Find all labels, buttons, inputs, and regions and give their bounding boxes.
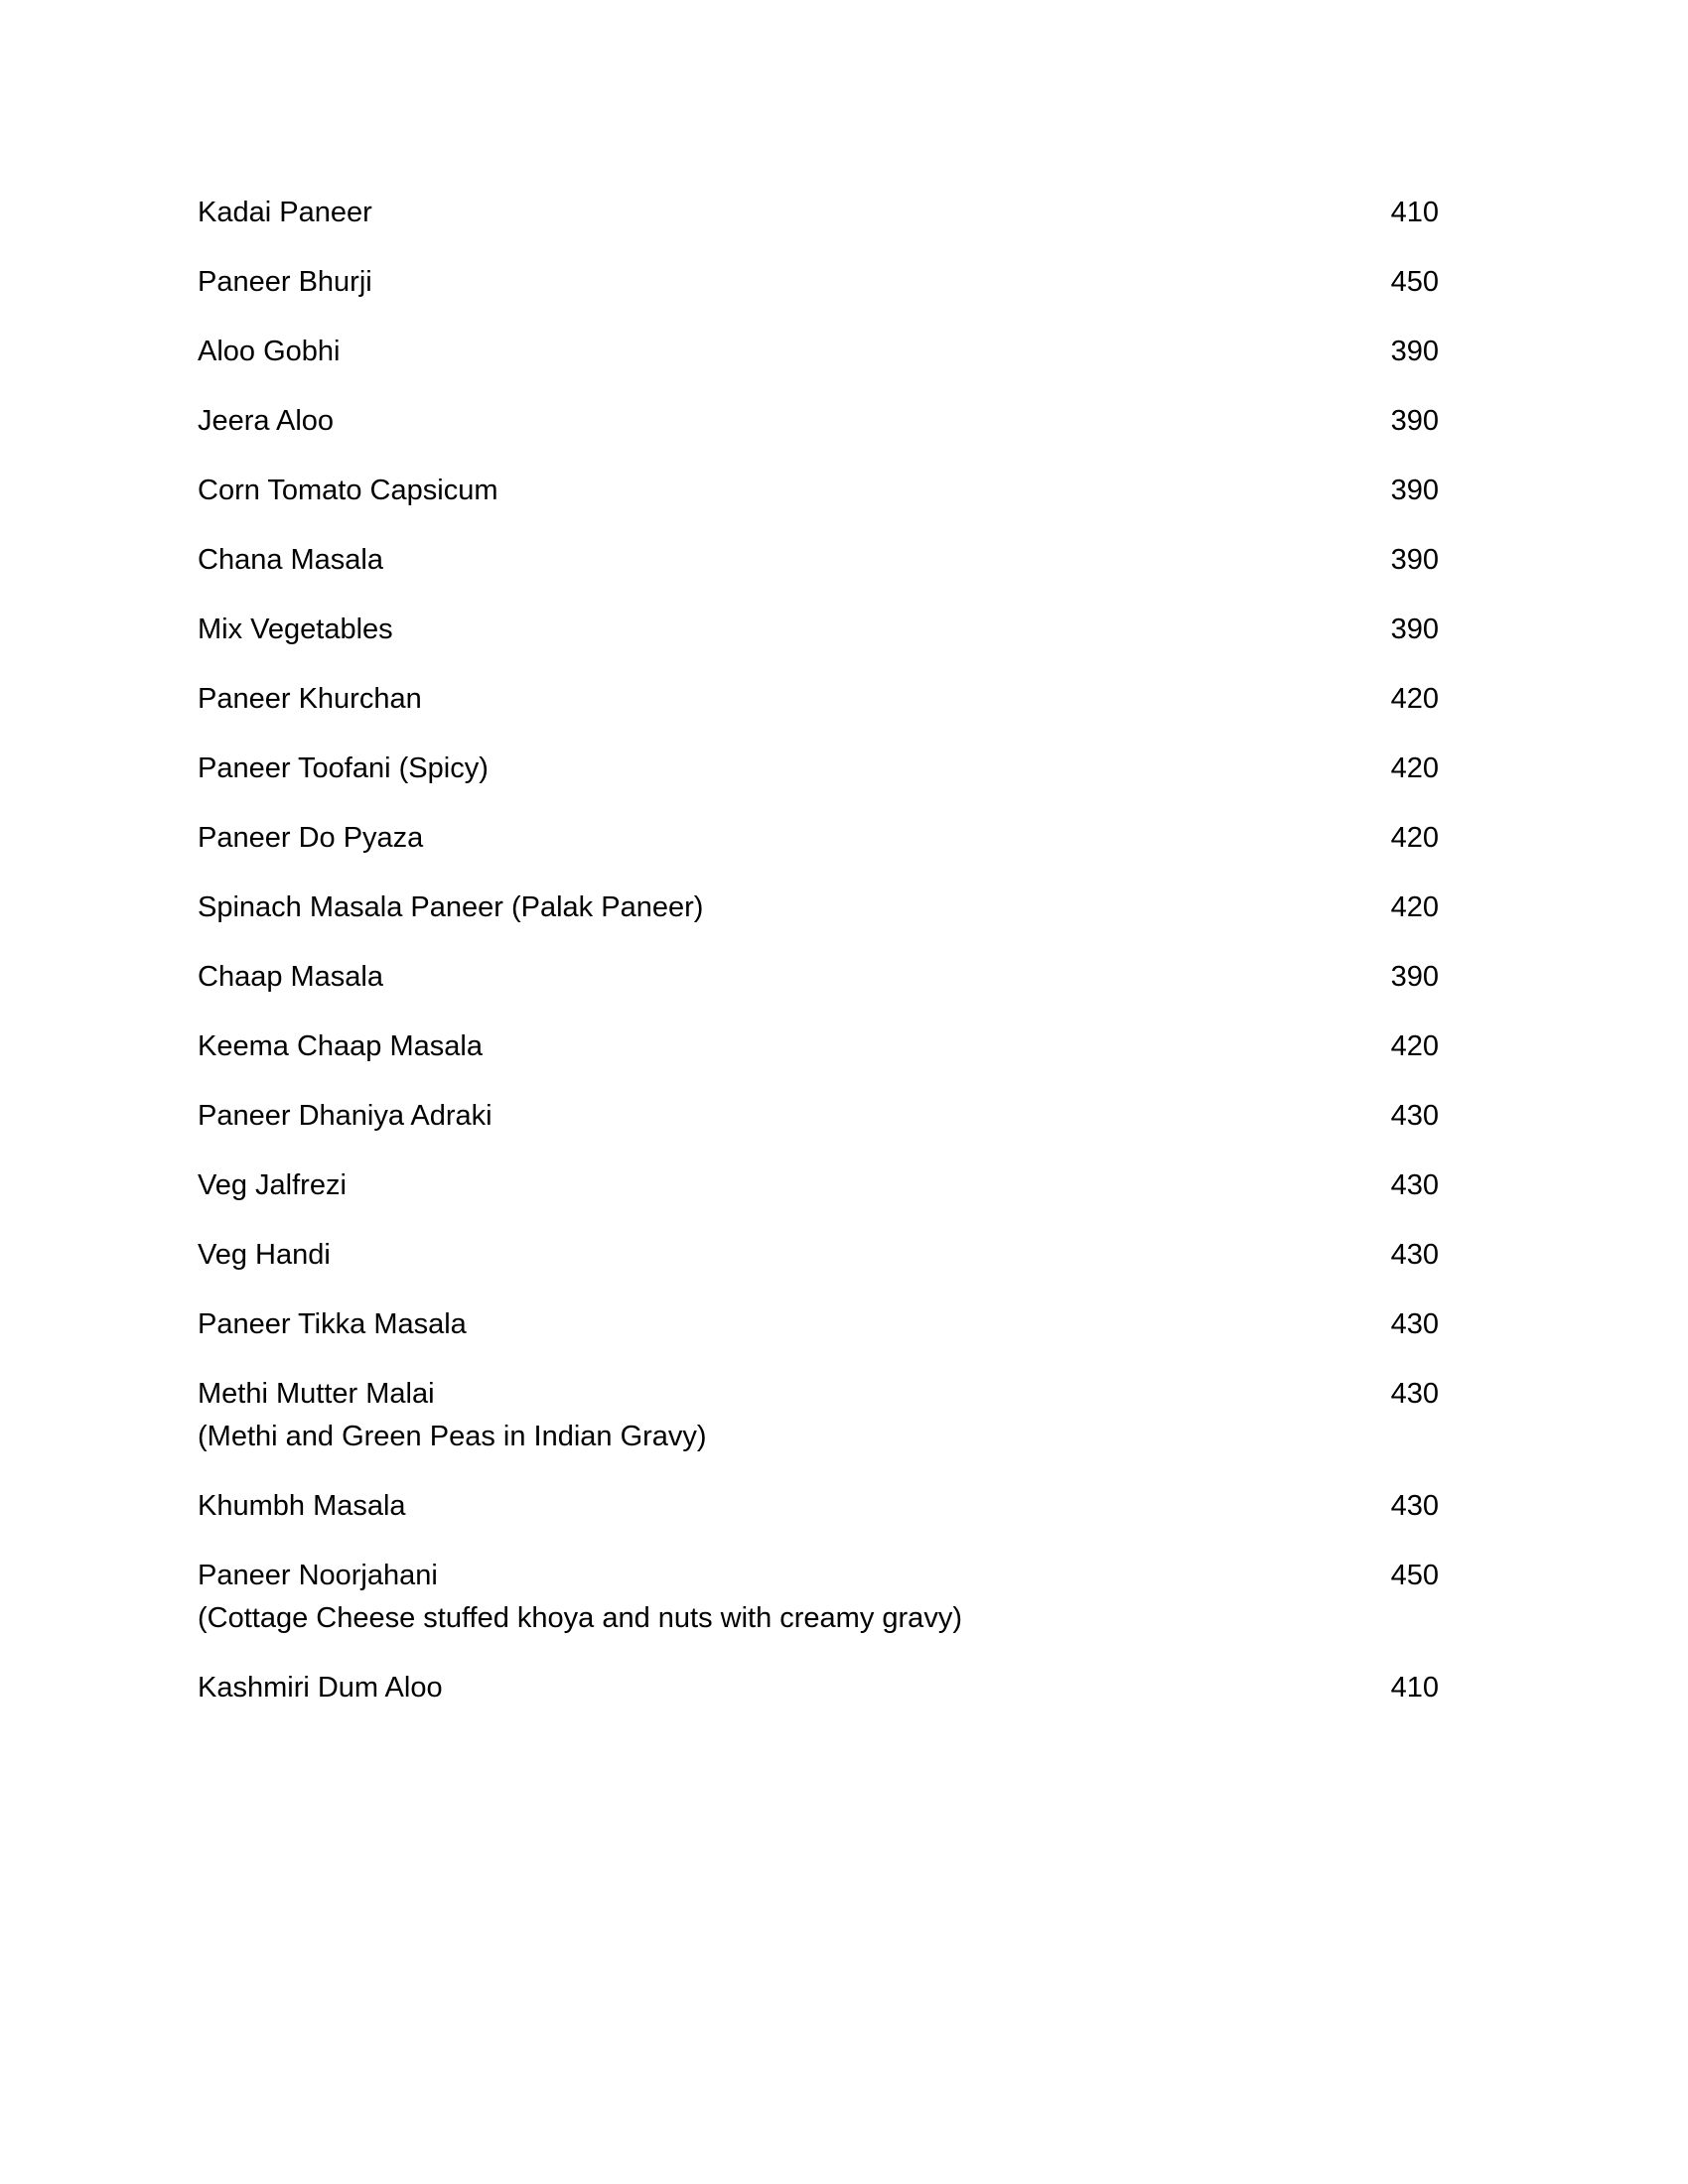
menu-item (198, 1095, 1439, 1138)
item-price: 430 (1390, 1239, 1439, 1271)
menu-list (198, 192, 1439, 1709)
item-name: Paneer Do Pyaza (198, 822, 424, 854)
item-name: Kashmiri Dum Aloo (198, 1672, 443, 1704)
menu-item (198, 678, 1439, 721)
menu-item (198, 192, 1439, 234)
menu-item (198, 470, 1439, 512)
item-name: Methi Mutter Malai (198, 1378, 435, 1410)
menu-item (198, 956, 1439, 999)
item-price: 430 (1390, 1490, 1439, 1522)
item-price: 420 (1390, 1030, 1439, 1062)
menu-item (198, 331, 1439, 373)
item-name: Chana Masala (198, 544, 383, 576)
item-price: 450 (1390, 1560, 1439, 1591)
item-text (198, 678, 422, 721)
menu-item (198, 1667, 1439, 1709)
item-name: Khumbh Masala (198, 1490, 406, 1522)
item-price: 450 (1390, 266, 1439, 298)
item-price: 390 (1390, 405, 1439, 437)
item-text (198, 1025, 483, 1068)
item-text (198, 748, 489, 790)
item-text (198, 1485, 406, 1528)
menu-item (198, 539, 1439, 582)
item-price: 420 (1390, 683, 1439, 715)
item-price: 430 (1390, 1378, 1439, 1410)
item-price: 430 (1390, 1308, 1439, 1340)
item-name: Paneer Khurchan (198, 683, 422, 715)
menu-item (198, 1555, 1439, 1640)
item-name: Chaap Masala (198, 961, 383, 993)
item-text (198, 192, 372, 234)
item-name: Paneer Tikka Masala (198, 1308, 467, 1340)
item-text (198, 1667, 443, 1709)
item-name: Aloo Gobhi (198, 336, 341, 367)
item-text (198, 539, 383, 582)
item-name: Mix Vegetables (198, 614, 393, 645)
item-name: Paneer Toofani (Spicy) (198, 752, 489, 784)
item-price: 390 (1390, 475, 1439, 506)
item-name: Kadai Paneer (198, 197, 372, 228)
menu-item (198, 748, 1439, 790)
item-name: Paneer Bhurji (198, 266, 372, 298)
menu-item (198, 609, 1439, 651)
item-text (198, 1303, 467, 1346)
item-price: 420 (1390, 891, 1439, 923)
item-price: 410 (1390, 1672, 1439, 1704)
item-price: 430 (1390, 1100, 1439, 1132)
item-text (198, 1234, 331, 1277)
item-text (198, 609, 393, 651)
item-price: 390 (1390, 614, 1439, 645)
item-price: 390 (1390, 961, 1439, 993)
item-name: Corn Tomato Capsicum (198, 475, 498, 506)
menu-item (198, 1485, 1439, 1528)
item-text (198, 1555, 962, 1640)
item-text (198, 261, 372, 304)
item-text (198, 1164, 347, 1207)
menu-item (198, 1303, 1439, 1346)
menu-item (198, 1164, 1439, 1207)
menu-item (198, 1234, 1439, 1277)
menu-item (198, 887, 1439, 929)
item-text (198, 1095, 492, 1138)
item-price: 390 (1390, 336, 1439, 367)
item-description: (Cottage Cheese stuffed khoya and nuts with creamy gravy) (198, 1602, 962, 1634)
item-text (198, 1373, 707, 1458)
item-name: Jeera Aloo (198, 405, 335, 437)
menu-item (198, 1373, 1439, 1458)
item-price: 410 (1390, 197, 1439, 228)
item-text (198, 887, 703, 929)
item-price: 430 (1390, 1169, 1439, 1201)
menu-item (198, 261, 1439, 304)
item-name: Veg Handi (198, 1239, 331, 1271)
item-name: Keema Chaap Masala (198, 1030, 483, 1062)
item-price: 420 (1390, 752, 1439, 784)
item-name: Veg Jalfrezi (198, 1169, 347, 1201)
item-name: Paneer Dhaniya Adraki (198, 1100, 492, 1132)
menu-item (198, 1025, 1439, 1068)
menu-item (198, 817, 1439, 860)
item-price: 390 (1390, 544, 1439, 576)
menu-item (198, 400, 1439, 443)
item-text (198, 400, 334, 443)
item-name: Paneer Noorjahani (198, 1560, 438, 1591)
item-description: (Methi and Green Peas in Indian Gravy) (198, 1421, 707, 1452)
item-text (198, 956, 383, 999)
item-text (198, 331, 341, 373)
item-text (198, 470, 497, 512)
item-text (198, 817, 423, 860)
item-price: 420 (1390, 822, 1439, 854)
item-name: Spinach Masala Paneer (Palak Paneer) (198, 891, 704, 923)
